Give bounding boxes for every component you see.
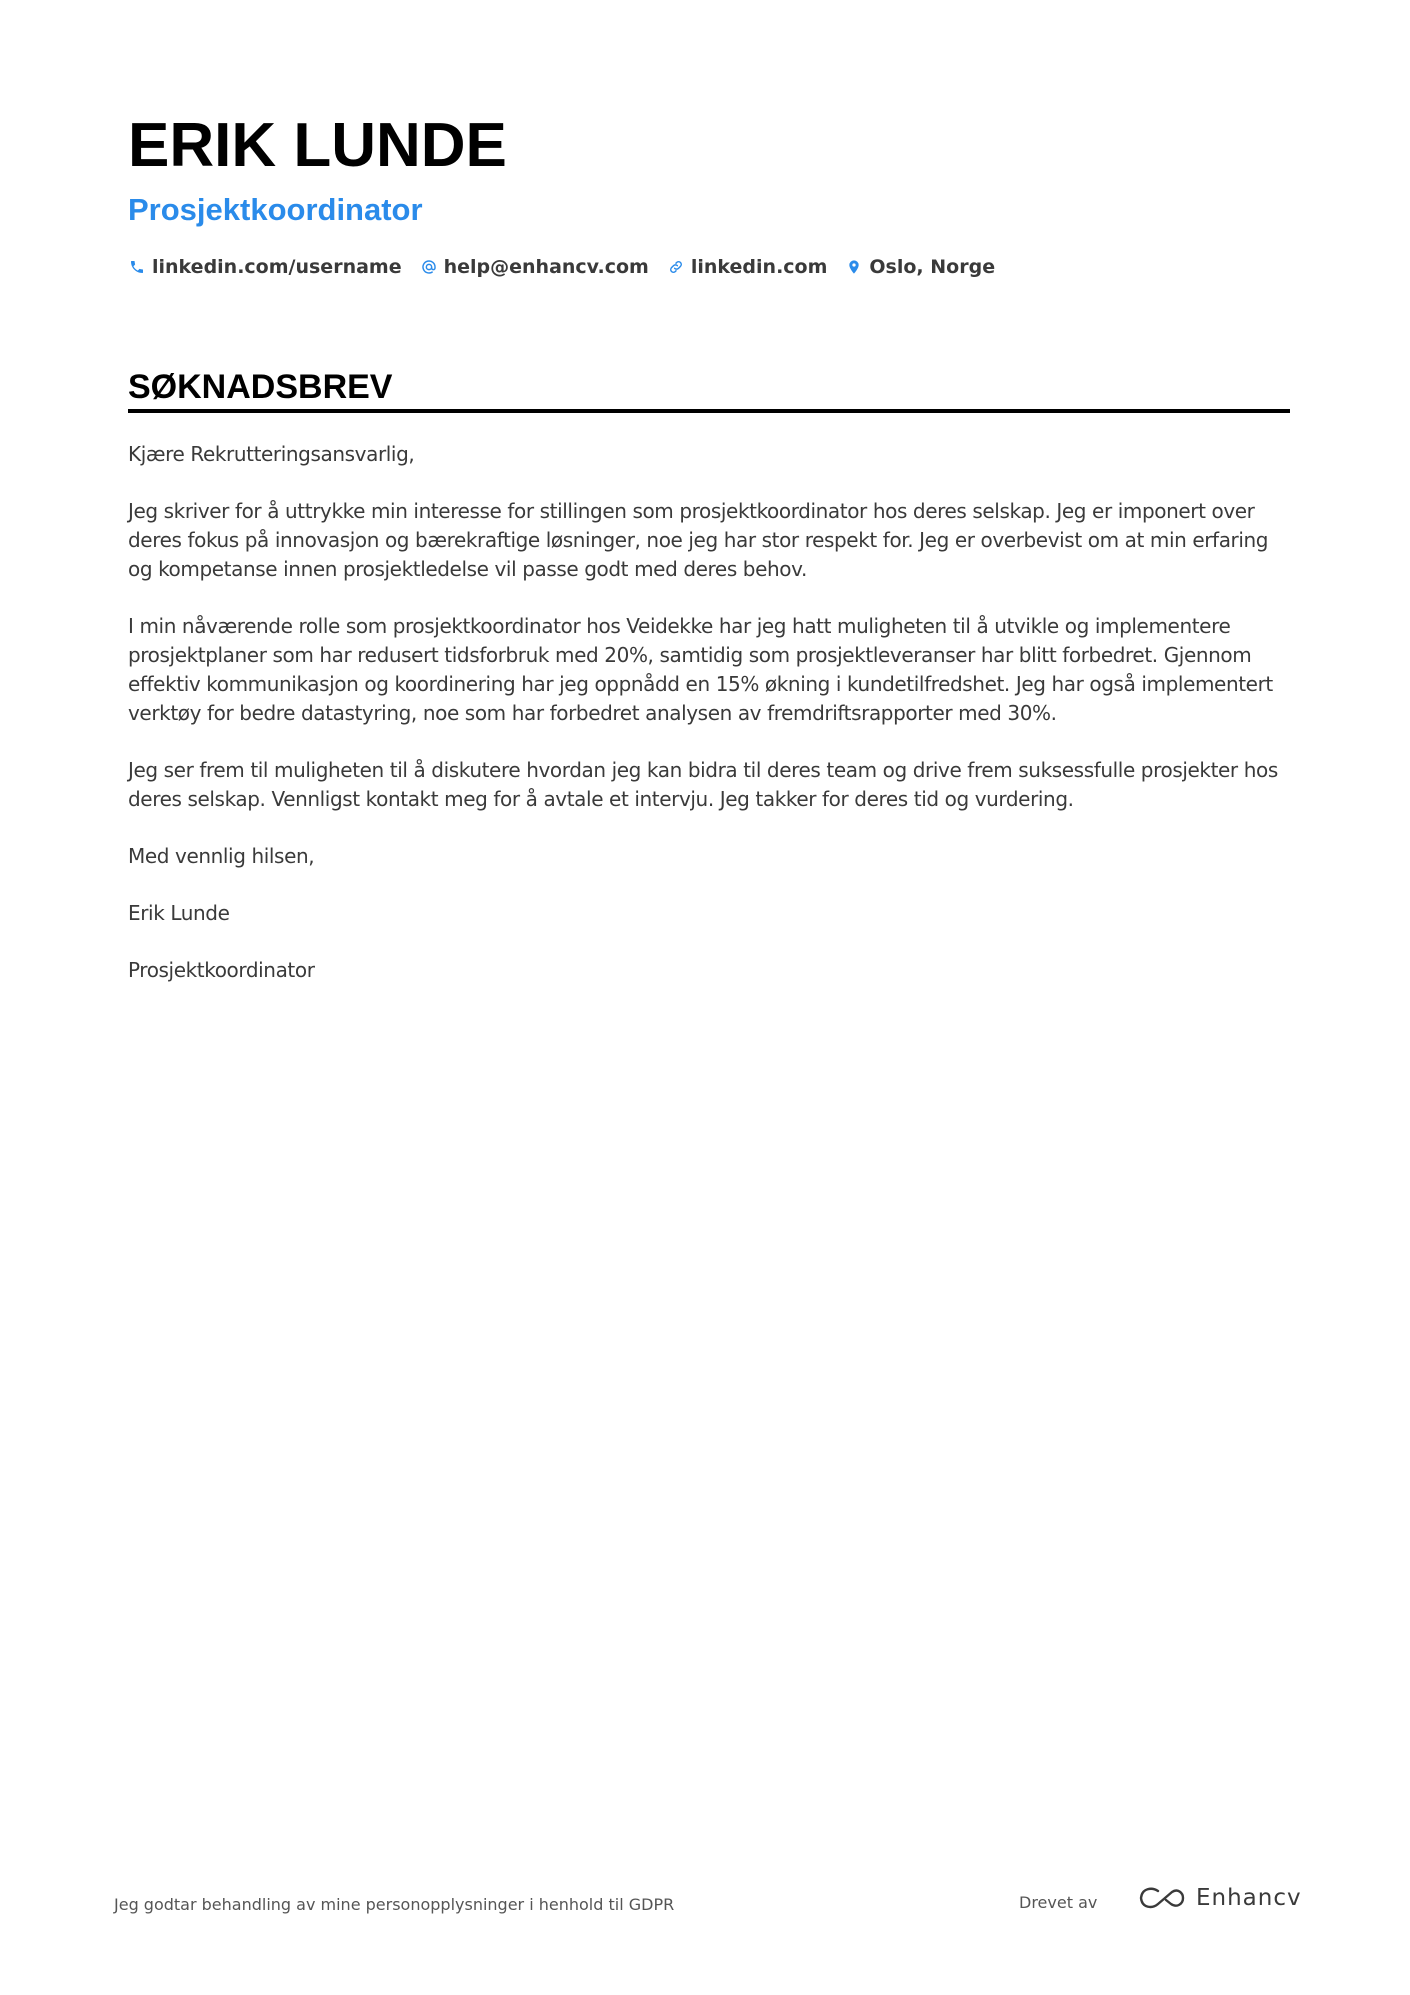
signature-name: Erik Lunde <box>128 901 230 925</box>
enhancv-logo-text: Enhancv <box>1196 1885 1302 1911</box>
section-divider <box>128 409 1290 413</box>
applicant-name: ERIK LUNDE <box>128 111 507 180</box>
gdpr-consent-text: Jeg godtar behandling av mine personopplysninger i henhold til GDPR <box>114 1895 675 1914</box>
contact-link[interactable] <box>667 256 828 278</box>
contact-location-text: Oslo, Norge <box>869 256 996 278</box>
job-title: Prosjektkoordinator <box>128 192 423 227</box>
letter-paragraph-3: Jeg ser frem til muligheten til å diskutere hvordan jeg kan bidra til deres team og drive frem suksessfulle prosjekter hos deres selskap. Vennligst kontakt meg for å avtale et intervju. Jeg takker for deres tid og vurdering. <box>128 758 1278 811</box>
contact-email-text: help@enhancv.com <box>443 256 649 278</box>
at-icon <box>420 258 438 276</box>
contact-link-text: linkedin.com <box>690 256 828 278</box>
contact-email[interactable] <box>420 256 649 278</box>
contact-phone-text: linkedin.com/username <box>152 256 402 278</box>
phone-icon <box>128 258 146 276</box>
enhancv-logo[interactable] <box>1138 1885 1302 1911</box>
contact-phone[interactable] <box>128 256 402 278</box>
letter-body <box>128 440 1290 1013</box>
letter-paragraph-1: Jeg skriver for å uttrykke min interesse for stillingen som prosjektkoordinator hos deres selskap. Jeg er imponert over deres fokus på innovasjon og bærekraftige løsninger, noe jeg har stor respekt for. Jeg er overbevist om at min erfaring og kompetanse innen prosjektledelse vil passe godt med deres behov. <box>128 499 1269 581</box>
location-pin-icon <box>845 258 863 276</box>
letter-closing: Med vennlig hilsen, <box>128 844 315 868</box>
link-icon <box>667 258 685 276</box>
section-title: SØKNADSBREV <box>128 368 393 406</box>
letter-paragraph-2: I min nåværende rolle som prosjektkoordinator hos Veidekke har jeg hatt muligheten til å utvikle og implementere prosjektplaner som har redusert tidsforbruk med 20%, samtidig som prosjektleveranser har blitt forbedret. Gjennom effektiv kommunikasjon og koordinering har jeg oppnådd en 15% økning i kundetilfredshet. Jeg har også implementert verktøy for bedre datastyring, noe som har forbedret analysen av fremdriftsrapporter med 30%. <box>128 614 1273 725</box>
signature-title: Prosjektkoordinator <box>128 958 315 982</box>
enhancv-logo-icon <box>1138 1885 1186 1911</box>
powered-by-label: Drevet av <box>1019 1893 1098 1912</box>
contact-location <box>845 256 995 278</box>
contact-bar <box>128 252 1013 282</box>
letter-greeting: Kjære Rekrutteringsansvarlig, <box>128 442 415 466</box>
